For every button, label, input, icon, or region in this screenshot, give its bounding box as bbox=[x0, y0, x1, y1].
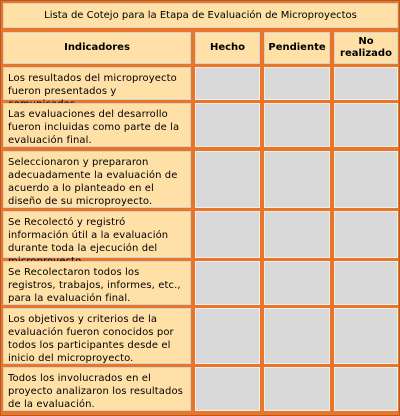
no-realizado-checkbox[interactable] bbox=[334, 211, 398, 258]
indicator-text: Se Recolectó y registró información útil a la evaluación durante toda la ejecución del bbox=[3, 211, 191, 258]
pendiente-checkbox[interactable] bbox=[264, 261, 330, 305]
header-pendiente: Pendiente bbox=[264, 32, 330, 64]
pendiente-checkbox[interactable] bbox=[264, 67, 330, 100]
no-realizado-checkbox[interactable] bbox=[334, 67, 398, 100]
pendiente-checkbox[interactable] bbox=[264, 308, 330, 364]
no-realizado-checkbox[interactable] bbox=[334, 308, 398, 364]
no-realizado-checkbox[interactable] bbox=[334, 367, 398, 411]
hecho-checkbox[interactable] bbox=[195, 103, 260, 147]
no-realizado-checkbox[interactable] bbox=[334, 103, 398, 147]
indicator-text: Seleccionaron y prepararon adecuadamente la evaluación de acuerdo a lo planteado en el diseño de su microproyecto. bbox=[3, 151, 191, 208]
pendiente-checkbox[interactable] bbox=[264, 367, 330, 411]
no-realizado-checkbox[interactable] bbox=[334, 151, 398, 208]
pendiente-checkbox[interactable] bbox=[264, 103, 330, 147]
header-indicadores: Indicadores bbox=[3, 32, 191, 64]
header-hecho: Hecho bbox=[195, 32, 260, 64]
hecho-checkbox[interactable] bbox=[195, 367, 260, 411]
indicator-text: Los resultados del microproyecto fueron presentados y bbox=[3, 67, 191, 100]
header-no-realizado: No realizado bbox=[334, 32, 398, 64]
hecho-checkbox[interactable] bbox=[195, 308, 260, 364]
pendiente-checkbox[interactable] bbox=[264, 151, 330, 208]
table-title: Lista de Cotejo para la Etapa de Evaluación de Microproyectos bbox=[3, 3, 398, 28]
hecho-checkbox[interactable] bbox=[195, 211, 260, 258]
pendiente-checkbox[interactable] bbox=[264, 211, 330, 258]
indicator-text: Todos los involucrados en el proyecto analizaron los resultados de la evaluación. bbox=[3, 367, 191, 411]
hecho-checkbox[interactable] bbox=[195, 151, 260, 208]
no-realizado-checkbox[interactable] bbox=[334, 261, 398, 305]
hecho-checkbox[interactable] bbox=[195, 261, 260, 305]
indicator-text: Los objetivos y criterios de la evaluación fueron conocidos por todos los participantes desde el inicio del microproyecto. bbox=[3, 308, 191, 364]
indicator-text: Se Recolectaron todos los registros, trabajos, informes, etc., para la evaluación final. bbox=[3, 261, 191, 305]
hecho-checkbox[interactable] bbox=[195, 67, 260, 100]
indicator-text: Las evaluaciones del desarrollo fueron incluidas como parte de la evaluación final. bbox=[3, 103, 191, 147]
